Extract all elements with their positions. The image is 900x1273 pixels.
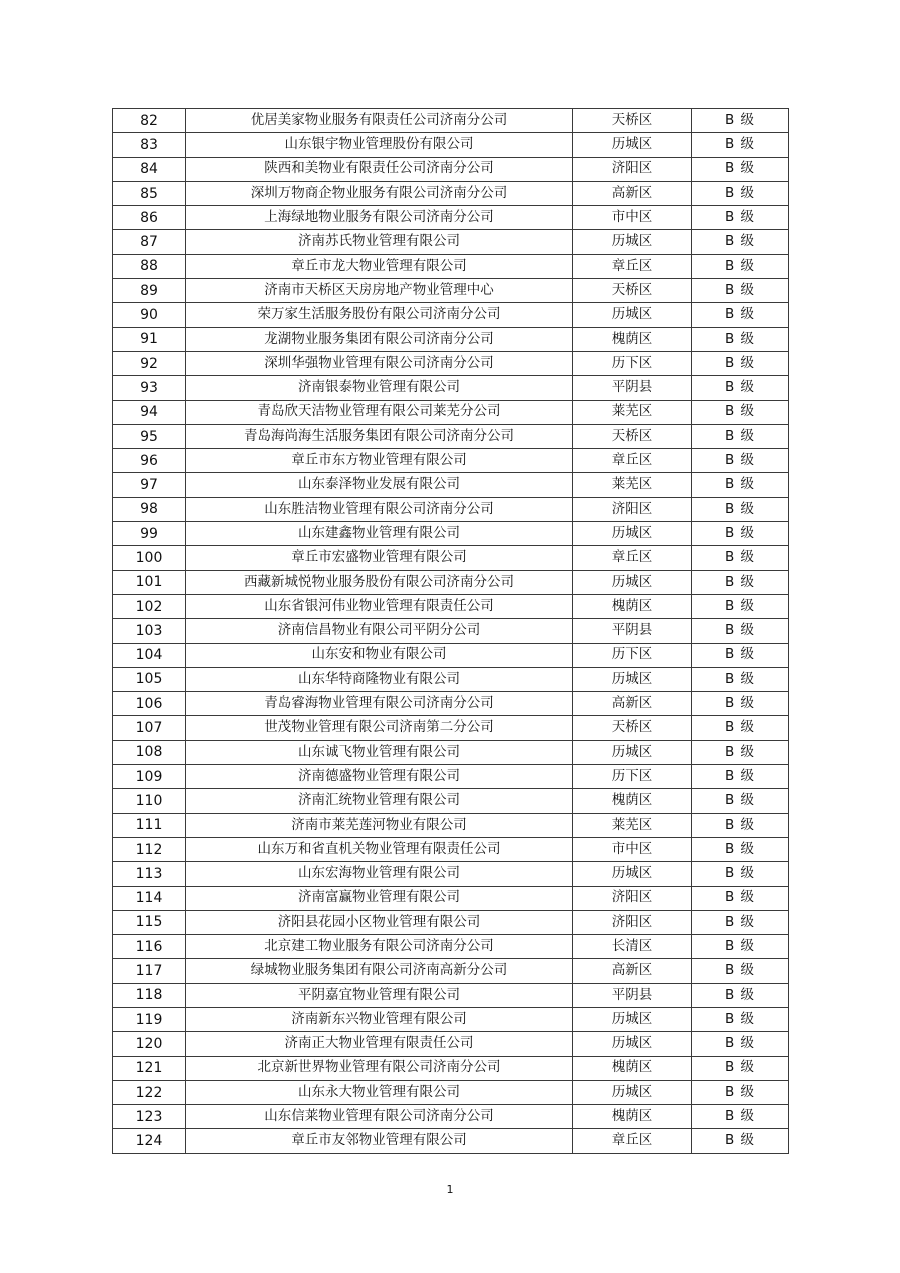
table-row bbox=[113, 1080, 789, 1104]
rating-grade: B 级 bbox=[692, 157, 789, 181]
row-number: 95 bbox=[113, 424, 186, 448]
company-name: 世茂物业管理有限公司济南第二分公司 bbox=[186, 716, 573, 740]
district: 长清区 bbox=[573, 935, 692, 959]
table-row bbox=[113, 473, 789, 497]
row-number: 86 bbox=[113, 206, 186, 230]
table-row bbox=[113, 181, 789, 205]
table-row bbox=[113, 206, 789, 230]
table-row bbox=[113, 594, 789, 618]
row-number: 109 bbox=[113, 765, 186, 789]
district: 市中区 bbox=[573, 837, 692, 861]
row-number: 82 bbox=[113, 109, 186, 133]
company-name: 山东信莱物业管理有限公司济南分公司 bbox=[186, 1105, 573, 1129]
company-name: 济南正大物业管理有限责任公司 bbox=[186, 1032, 573, 1056]
company-name: 青岛海尚海生活服务集团有限公司济南分公司 bbox=[186, 424, 573, 448]
rating-grade: B 级 bbox=[692, 910, 789, 934]
table-row bbox=[113, 497, 789, 521]
row-number: 118 bbox=[113, 983, 186, 1007]
district: 历城区 bbox=[573, 740, 692, 764]
district: 历下区 bbox=[573, 765, 692, 789]
table-row bbox=[113, 449, 789, 473]
table-row bbox=[113, 813, 789, 837]
row-number: 104 bbox=[113, 643, 186, 667]
row-number: 90 bbox=[113, 303, 186, 327]
company-name: 山东华特商隆物业有限公司 bbox=[186, 667, 573, 691]
district: 天桥区 bbox=[573, 716, 692, 740]
district: 历城区 bbox=[573, 522, 692, 546]
page-number: 1 bbox=[446, 1183, 454, 1196]
district: 章丘区 bbox=[573, 254, 692, 278]
district: 天桥区 bbox=[573, 279, 692, 303]
district: 历城区 bbox=[573, 1007, 692, 1031]
district: 历城区 bbox=[573, 862, 692, 886]
row-number: 101 bbox=[113, 570, 186, 594]
row-number: 121 bbox=[113, 1056, 186, 1080]
row-number: 107 bbox=[113, 716, 186, 740]
row-number: 114 bbox=[113, 886, 186, 910]
table-row bbox=[113, 935, 789, 959]
district: 高新区 bbox=[573, 959, 692, 983]
company-name: 济南富赢物业管理有限公司 bbox=[186, 886, 573, 910]
rating-grade: B 级 bbox=[692, 789, 789, 813]
company-name: 深圳万物商企物业服务有限公司济南分公司 bbox=[186, 181, 573, 205]
table-row bbox=[113, 376, 789, 400]
table-row bbox=[113, 765, 789, 789]
row-number: 94 bbox=[113, 400, 186, 424]
table-row bbox=[113, 279, 789, 303]
district: 莱芜区 bbox=[573, 813, 692, 837]
table-row bbox=[113, 1032, 789, 1056]
company-name: 济南苏氏物业管理有限公司 bbox=[186, 230, 573, 254]
company-name: 章丘市宏盛物业管理有限公司 bbox=[186, 546, 573, 570]
row-number: 116 bbox=[113, 935, 186, 959]
row-number: 124 bbox=[113, 1129, 186, 1153]
district: 历城区 bbox=[573, 1080, 692, 1104]
table-row bbox=[113, 959, 789, 983]
row-number: 102 bbox=[113, 594, 186, 618]
company-name: 济南信昌物业有限公司平阴分公司 bbox=[186, 619, 573, 643]
row-number: 91 bbox=[113, 327, 186, 351]
district: 济阳区 bbox=[573, 910, 692, 934]
district: 槐荫区 bbox=[573, 594, 692, 618]
table-row bbox=[113, 983, 789, 1007]
rating-grade: B 级 bbox=[692, 886, 789, 910]
row-number: 110 bbox=[113, 789, 186, 813]
rating-grade: B 级 bbox=[692, 303, 789, 327]
rating-grade: B 级 bbox=[692, 983, 789, 1007]
row-number: 115 bbox=[113, 910, 186, 934]
rating-grade: B 级 bbox=[692, 206, 789, 230]
rating-grade: B 级 bbox=[692, 351, 789, 375]
district: 历城区 bbox=[573, 1032, 692, 1056]
rating-grade: B 级 bbox=[692, 109, 789, 133]
table-row bbox=[113, 692, 789, 716]
rating-grade: B 级 bbox=[692, 765, 789, 789]
row-number: 99 bbox=[113, 522, 186, 546]
rating-grade: B 级 bbox=[692, 740, 789, 764]
table-row bbox=[113, 667, 789, 691]
table-row bbox=[113, 643, 789, 667]
row-number: 108 bbox=[113, 740, 186, 764]
rating-grade: B 级 bbox=[692, 837, 789, 861]
company-name: 山东万和省直机关物业管理有限责任公司 bbox=[186, 837, 573, 861]
row-number: 98 bbox=[113, 497, 186, 521]
company-name: 北京建工物业服务有限公司济南分公司 bbox=[186, 935, 573, 959]
company-name: 山东泰泽物业发展有限公司 bbox=[186, 473, 573, 497]
row-number: 117 bbox=[113, 959, 186, 983]
table-row bbox=[113, 133, 789, 157]
rating-grade: B 级 bbox=[692, 1129, 789, 1153]
district: 平阴县 bbox=[573, 983, 692, 1007]
rating-grade: B 级 bbox=[692, 813, 789, 837]
table-row bbox=[113, 522, 789, 546]
district: 济阳区 bbox=[573, 886, 692, 910]
row-number: 103 bbox=[113, 619, 186, 643]
rating-grade: B 级 bbox=[692, 692, 789, 716]
rating-grade: B 级 bbox=[692, 619, 789, 643]
district: 高新区 bbox=[573, 181, 692, 205]
rating-grade: B 级 bbox=[692, 254, 789, 278]
district: 历城区 bbox=[573, 133, 692, 157]
table-row bbox=[113, 351, 789, 375]
district: 槐荫区 bbox=[573, 1056, 692, 1080]
district: 莱芜区 bbox=[573, 473, 692, 497]
district: 槐荫区 bbox=[573, 1105, 692, 1129]
company-name: 济南市天桥区天房房地产物业管理中心 bbox=[186, 279, 573, 303]
table-row bbox=[113, 400, 789, 424]
district: 历下区 bbox=[573, 643, 692, 667]
table-row bbox=[113, 716, 789, 740]
company-name: 山东胜洁物业管理有限公司济南分公司 bbox=[186, 497, 573, 521]
row-number: 84 bbox=[113, 157, 186, 181]
table-row bbox=[113, 424, 789, 448]
company-name: 济南新东兴物业管理有限公司 bbox=[186, 1007, 573, 1031]
rating-grade: B 级 bbox=[692, 1007, 789, 1031]
rating-grade: B 级 bbox=[692, 473, 789, 497]
company-name: 章丘市友邻物业管理有限公司 bbox=[186, 1129, 573, 1153]
row-number: 123 bbox=[113, 1105, 186, 1129]
table-row bbox=[113, 862, 789, 886]
district: 天桥区 bbox=[573, 424, 692, 448]
rating-grade: B 级 bbox=[692, 716, 789, 740]
company-name: 深圳华强物业管理有限公司济南分公司 bbox=[186, 351, 573, 375]
company-name: 济南市莱芜莲河物业有限公司 bbox=[186, 813, 573, 837]
rating-grade: B 级 bbox=[692, 935, 789, 959]
table-row bbox=[113, 157, 789, 181]
company-name: 陕西和美物业有限责任公司济南分公司 bbox=[186, 157, 573, 181]
row-number: 89 bbox=[113, 279, 186, 303]
district: 济阳区 bbox=[573, 157, 692, 181]
company-name: 山东永大物业管理有限公司 bbox=[186, 1080, 573, 1104]
row-number: 83 bbox=[113, 133, 186, 157]
rating-grade: B 级 bbox=[692, 1056, 789, 1080]
rating-grade: B 级 bbox=[692, 497, 789, 521]
table-row bbox=[113, 1105, 789, 1129]
district: 历下区 bbox=[573, 351, 692, 375]
company-name: 优居美家物业服务有限责任公司济南分公司 bbox=[186, 109, 573, 133]
table-row bbox=[113, 1056, 789, 1080]
row-number: 97 bbox=[113, 473, 186, 497]
table-row bbox=[113, 1129, 789, 1153]
row-number: 92 bbox=[113, 351, 186, 375]
rating-grade: B 级 bbox=[692, 522, 789, 546]
rating-grade: B 级 bbox=[692, 570, 789, 594]
rating-grade: B 级 bbox=[692, 279, 789, 303]
rating-grade: B 级 bbox=[692, 181, 789, 205]
rating-grade: B 级 bbox=[692, 1032, 789, 1056]
district: 历城区 bbox=[573, 570, 692, 594]
rating-grade: B 级 bbox=[692, 449, 789, 473]
district: 平阴县 bbox=[573, 619, 692, 643]
rating-grade: B 级 bbox=[692, 376, 789, 400]
company-name: 西藏新城悦物业服务股份有限公司济南分公司 bbox=[186, 570, 573, 594]
row-number: 88 bbox=[113, 254, 186, 278]
district: 市中区 bbox=[573, 206, 692, 230]
row-number: 112 bbox=[113, 837, 186, 861]
company-name: 绿城物业服务集团有限公司济南高新分公司 bbox=[186, 959, 573, 983]
district: 历城区 bbox=[573, 230, 692, 254]
company-name: 山东宏海物业管理有限公司 bbox=[186, 862, 573, 886]
rating-grade: B 级 bbox=[692, 424, 789, 448]
table-row bbox=[113, 230, 789, 254]
row-number: 87 bbox=[113, 230, 186, 254]
rating-grade: B 级 bbox=[692, 400, 789, 424]
company-rating-table bbox=[112, 108, 789, 1154]
table-row bbox=[113, 109, 789, 133]
table-row bbox=[113, 570, 789, 594]
district: 莱芜区 bbox=[573, 400, 692, 424]
district: 天桥区 bbox=[573, 109, 692, 133]
table-row bbox=[113, 303, 789, 327]
table-row bbox=[113, 910, 789, 934]
district: 济阳区 bbox=[573, 497, 692, 521]
company-name: 荣万家生活服务股份有限公司济南分公司 bbox=[186, 303, 573, 327]
table-row bbox=[113, 837, 789, 861]
row-number: 93 bbox=[113, 376, 186, 400]
company-name: 龙湖物业服务集团有限公司济南分公司 bbox=[186, 327, 573, 351]
table-row bbox=[113, 1007, 789, 1031]
table-row bbox=[113, 740, 789, 764]
row-number: 106 bbox=[113, 692, 186, 716]
rating-grade: B 级 bbox=[692, 327, 789, 351]
company-name: 山东建鑫物业管理有限公司 bbox=[186, 522, 573, 546]
company-name: 山东安和物业有限公司 bbox=[186, 643, 573, 667]
company-name: 章丘市龙大物业管理有限公司 bbox=[186, 254, 573, 278]
table-row bbox=[113, 327, 789, 351]
rating-grade: B 级 bbox=[692, 1080, 789, 1104]
rating-grade: B 级 bbox=[692, 1105, 789, 1129]
district: 槐荫区 bbox=[573, 327, 692, 351]
row-number: 85 bbox=[113, 181, 186, 205]
district: 槐荫区 bbox=[573, 789, 692, 813]
row-number: 111 bbox=[113, 813, 186, 837]
rating-grade: B 级 bbox=[692, 862, 789, 886]
row-number: 100 bbox=[113, 546, 186, 570]
company-name: 山东省银河伟业物业管理有限责任公司 bbox=[186, 594, 573, 618]
company-name: 青岛睿海物业管理有限公司济南分公司 bbox=[186, 692, 573, 716]
rating-grade: B 级 bbox=[692, 230, 789, 254]
table-row bbox=[113, 546, 789, 570]
district: 章丘区 bbox=[573, 1129, 692, 1153]
row-number: 96 bbox=[113, 449, 186, 473]
company-name: 章丘市东方物业管理有限公司 bbox=[186, 449, 573, 473]
company-name: 济阳县花园小区物业管理有限公司 bbox=[186, 910, 573, 934]
company-name: 济南银泰物业管理有限公司 bbox=[186, 376, 573, 400]
table-row bbox=[113, 886, 789, 910]
company-name: 山东诚飞物业管理有限公司 bbox=[186, 740, 573, 764]
company-name: 青岛欣天洁物业管理有限公司莱芜分公司 bbox=[186, 400, 573, 424]
company-name: 北京新世界物业管理有限公司济南分公司 bbox=[186, 1056, 573, 1080]
row-number: 105 bbox=[113, 667, 186, 691]
table-row bbox=[113, 254, 789, 278]
district: 章丘区 bbox=[573, 449, 692, 473]
row-number: 122 bbox=[113, 1080, 186, 1104]
table-row bbox=[113, 789, 789, 813]
company-name: 济南汇统物业管理有限公司 bbox=[186, 789, 573, 813]
table-row bbox=[113, 619, 789, 643]
district: 高新区 bbox=[573, 692, 692, 716]
district: 章丘区 bbox=[573, 546, 692, 570]
table-body bbox=[113, 109, 789, 1154]
rating-grade: B 级 bbox=[692, 667, 789, 691]
rating-grade: B 级 bbox=[692, 133, 789, 157]
rating-grade: B 级 bbox=[692, 546, 789, 570]
company-name: 平阴嘉宜物业管理有限公司 bbox=[186, 983, 573, 1007]
company-name: 山东银宇物业管理股份有限公司 bbox=[186, 133, 573, 157]
rating-grade: B 级 bbox=[692, 643, 789, 667]
row-number: 120 bbox=[113, 1032, 186, 1056]
row-number: 113 bbox=[113, 862, 186, 886]
company-name: 上海绿地物业服务有限公司济南分公司 bbox=[186, 206, 573, 230]
district: 平阴县 bbox=[573, 376, 692, 400]
rating-grade: B 级 bbox=[692, 959, 789, 983]
rating-grade: B 级 bbox=[692, 594, 789, 618]
row-number: 119 bbox=[113, 1007, 186, 1031]
district: 历城区 bbox=[573, 667, 692, 691]
district: 历城区 bbox=[573, 303, 692, 327]
company-name: 济南德盛物业管理有限公司 bbox=[186, 765, 573, 789]
